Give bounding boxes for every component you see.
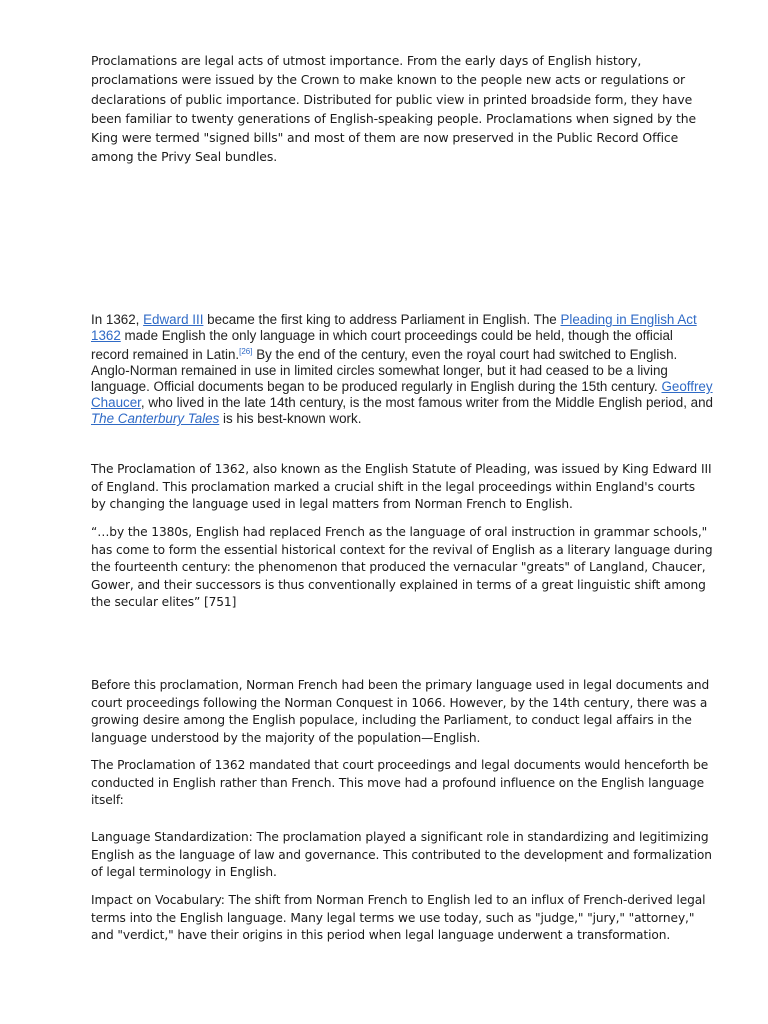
link-pleading-in-english-act[interactable]: Pleading in English Act 1362 <box>91 312 697 343</box>
link-geoffrey-chaucer[interactable]: Geoffrey Chaucer <box>91 379 713 410</box>
text-segment: became the first king to address Parliament in English. The <box>203 312 561 327</box>
citation-link[interactable]: [26] <box>239 347 253 356</box>
paragraph-quotation: “…by the 1380s, English had replaced French as the language of oral instruction in grammar schools," has come to form the essential historical context for the revival of English as a literary language during the fourteenth century: the phenomenon that produced the vernacular "greats" of Langland, Chaucer, Gower, and their successors is thus conventionally explained in terms of a great linguistic shift among the secular elites” [751] <box>91 525 713 610</box>
paragraph-language-standardization: Language Standardization: The proclamation played a significant role in standardizing and legitimizing English as the language of law and governance. This contributed to the development and formalization of legal terminology in English. <box>91 830 712 880</box>
link-edward-iii[interactable]: Edward III <box>143 312 204 327</box>
text-segment: By the end of the century, even the royal court had switched to English. Anglo-Norman remained in use in limited circles somewhat longer, but it had ceased to be a living language. Official documents began to be produced regularly in English during the 15th century. <box>91 347 678 394</box>
text-segment: , who lived in the late 14th century, is the most famous writer from the Middle English period, and <box>140 395 713 410</box>
text-segment: made English the only language in which court proceedings could be held, though the official record remained in Latin. <box>91 328 673 362</box>
paragraph-mandate: The Proclamation of 1362 mandated that court proceedings and legal documents would henceforth be conducted in English rather than French. This move had a profound influence on the English language itself: <box>91 758 709 808</box>
text-segment: is his best-known work. <box>219 411 362 426</box>
text-segment: In 1362, <box>91 312 144 327</box>
paragraph-edward-iii-excerpt <box>91 312 713 427</box>
paragraph-impact-on-vocabulary: Impact on Vocabulary: The shift from Norman French to English led to an influx of French-derived legal terms into the English language. Many legal terms we use today, such as "judge," "jury," "attorney," and "verdict," have their origins in this period when legal language underwent a transformation. <box>91 893 706 943</box>
link-canterbury-tales[interactable]: The Canterbury Tales <box>91 411 220 426</box>
paragraph-proclamations-intro: Proclamations are legal acts of utmost importance. From the early days of English history, proclamations were issued by the Crown to make known to the people new acts or regulations or declarations of public importance. Distributed for public view in printed broadside form, they have been familiar to twenty generations of English-speaking people. Proclamations when signed by the King were termed "signed bills" and most of them are now preserved in the Public Record Office among the Privy Seal bundles. <box>91 53 697 165</box>
paragraph-norman-french: Before this proclamation, Norman French had been the primary language used in legal documents and court proceedings following the Norman Conquest in 1066. However, by the 14th century, there was a growing desire among the English populace, including the Parliament, to conduct legal affairs in the language understood by the majority of the population—English. <box>91 678 710 745</box>
paragraph-proclamation-1362: The Proclamation of 1362, also known as the English Statute of Pleading, was issued by King Edward III of England. This proclamation marked a crucial shift in the legal proceedings within England's courts by changing the language used in legal matters from Norman French to English. <box>91 462 712 512</box>
